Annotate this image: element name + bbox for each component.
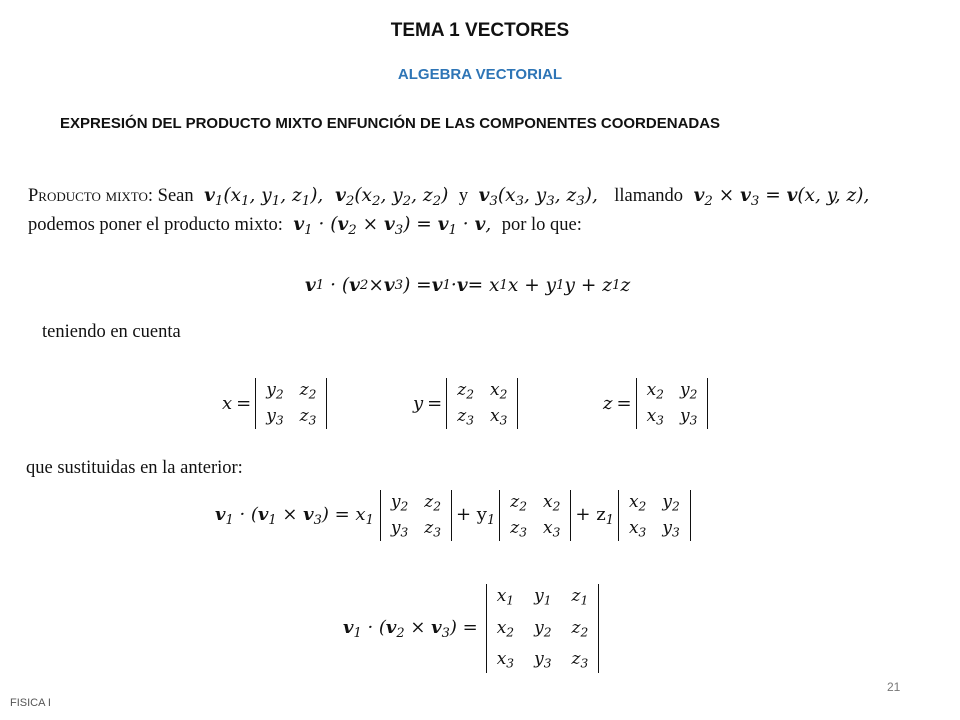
formula-v1: $v_1(x_1$, $y_1$, $z_1$), $v_2(x_2$, $y_2$, $z_2$) (204, 185, 455, 209)
word-llamando: llamando (614, 186, 684, 206)
line2-text: podemos poner el producto mixto: (28, 215, 283, 235)
equation-substituted: $v_1 \cdot (v_1 \times v_3) = x_1$ $y_2$ $z_2$ $y_3$ $z_3$ + $y_1$ $z_2$ $x_2$ $z_3$ $x_3$ + $z_1$ $x_2$ $y_2$ $x_3$ $y_3$ (215, 490, 691, 541)
definition-intro: : Sean (147, 186, 194, 206)
formula-mixed: $v_1 \cdot (v_2 \times v_3) = v_1 \cdot v$, (293, 214, 498, 238)
determinant-sub-x: $y_2$ $z_2$ $y_3$ $z_3$ (380, 490, 452, 541)
definition-term: Producto mixto (28, 186, 148, 206)
determinant-3x3: $x_1$ $y_1$ $z_1$ $x_2$ $y_2$ $z_2$ $x_3$ $y_3$ $z_3$ (486, 584, 600, 673)
course-label: FISICA I (10, 697, 51, 709)
formula-cross: $v_2 \times v_3 = v(x$, y, z), (693, 185, 870, 209)
determinant-sub-y: $z_2$ $x_2$ $z_3$ $x_3$ (499, 490, 571, 541)
word-y: y (458, 186, 469, 206)
text-teniendo: teniendo en cuenta (42, 322, 181, 342)
determinant-y: $z_2$ $x_2$ $z_3$ $x_3$ (446, 378, 518, 429)
text-sustituidas: que sustituidas en la anterior: (26, 458, 243, 478)
determinant-sub-z: $x_2$ $y_2$ $x_3$ $y_3$ (618, 490, 691, 541)
equation-y-det: y = $z_2$ $x_2$ $z_3$ $x_3$ (413, 378, 518, 429)
slide-subtitle: ALGEBRA VECTORIAL (397, 66, 563, 83)
determinant-x: $y_2$ $z_2$ $y_3$ $z_3$ (255, 378, 327, 429)
formula-v3: $v_3(x_3$, $y_3$, $z_3$), (478, 185, 610, 209)
section-heading: EXPRESIÓN DEL PRODUCTO MIXTO ENFUNCIÓN DE LAS COMPONENTES COORDENADAS (60, 115, 721, 132)
slide-title: TEMA 1 VECTORES (390, 20, 570, 41)
definition-line-1 (28, 185, 869, 209)
equation-z-det: z = $x_2$ $y_2$ $x_3$ $y_3$ (603, 378, 708, 429)
equation-x-det: x = $y_2$ $z_2$ $y_3$ $z_3$ (222, 378, 327, 429)
equation-expansion: v 1 · ( v 2 × v 3 ) = v 1 · v = x 1 x + y 1 y + z 1 z (305, 275, 631, 296)
line2-end: por lo que: (501, 215, 582, 235)
equation-final: $v_1 \cdot (v_2 \times v_3)$ = $x_1$ $y_1$ $z_1$ $x_2$ $y_2$ $z_2$ $x_3$ $y_3$ $z_3$ (343, 584, 599, 673)
determinant-z: $x_2$ $y_2$ $x_3$ $y_3$ (636, 378, 709, 429)
page-number: 21 (887, 680, 901, 694)
definition-line-2 (28, 214, 582, 238)
